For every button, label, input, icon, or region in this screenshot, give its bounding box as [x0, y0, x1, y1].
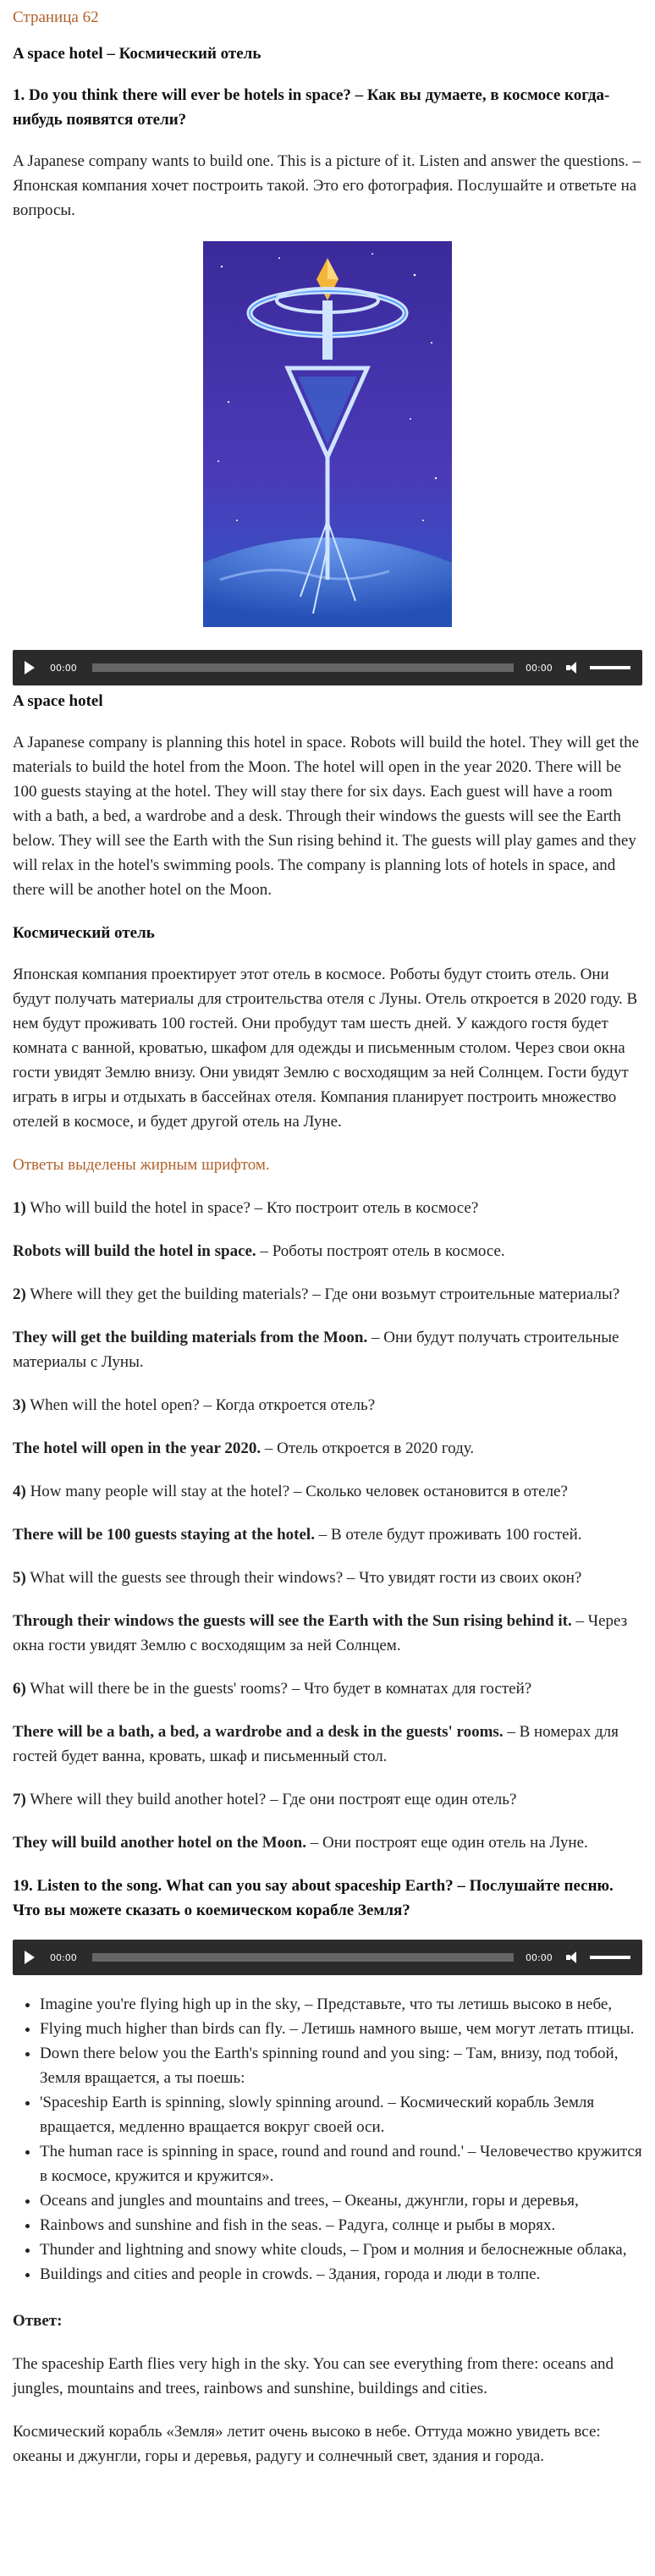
- list-item: • Thunder and lightning and snowy white clouds, – Гром и молния и белоснежные облака,: [40, 2237, 642, 2262]
- volume-slider[interactable]: [590, 1956, 630, 1959]
- duration: 00:00: [526, 662, 553, 674]
- list-item: • The human race is spinning in space, round and round and round.' – Человечество кружится в космосе, кружится и кружится».: [40, 2139, 642, 2188]
- answer-3: The hotel will open in the year 2020. – Отель откроется в 2020 году.: [13, 1439, 475, 1457]
- answer-ru: Космический корабль «Земля» летит очень высоко в небе. Оттуда можно увидеть все: океаны и джунгли, горы и деревья, радугу и солнечный свет, здания и города.: [13, 2423, 601, 2465]
- play-icon[interactable]: [25, 661, 35, 674]
- page-number: Страница 62: [13, 8, 99, 26]
- answer-label: Ответ:: [13, 2312, 63, 2330]
- qa-list: [13, 1196, 642, 1855]
- question-3: 3) When will the hotel open? – Когда откроется отель?: [13, 1396, 376, 1414]
- answer-5: Through their windows the guests will see the Earth with the Sun rising behind it. – Через окна гости увидят Землю с восходящим за ней Солнцем.: [13, 1612, 628, 1654]
- answer-6: There will be a bath, a bed, a wardrobe and a desk in the guests' rooms. – В номерах для гостей будет ванна, кровать, шкаф и письменный стол.: [13, 1723, 619, 1765]
- lesson-heading: A space hotel – Космический отель: [13, 45, 261, 63]
- list-item: • Down there below you the Earth's spinning round and you sing: – Там, внизу, под тобой, Земля вращается, а ты поешь:: [40, 2041, 642, 2090]
- space-hotel-image: [203, 241, 452, 627]
- audio-player-1: [13, 650, 642, 685]
- question-7: 7) Where will they build another hotel? – Где они построят еще один отель?: [13, 1791, 517, 1808]
- volume-slider[interactable]: [590, 666, 630, 669]
- question-6: 6) What will there be in the guests' rooms? – Что будет в комнатах для гостей?: [13, 1680, 532, 1698]
- task-1-intro: A Japanese company wants to build one. This is a picture of it. Listen and answer the questions. – Японская компания хочет построить такой. Это его фотография. Послушайте и ответьте на вопросы.: [13, 152, 641, 219]
- text-en-title: A space hotel: [13, 692, 103, 710]
- play-icon[interactable]: [25, 1951, 35, 1964]
- song-lyrics-list: [13, 1992, 642, 2287]
- list-item: • Flying much higher than birds can fly. – Летишь намного выше, чем могут летать птицы.: [40, 2017, 642, 2041]
- audio-player-2: [13, 1940, 642, 1975]
- volume-icon[interactable]: [566, 662, 581, 674]
- volume-icon[interactable]: [566, 1951, 581, 1963]
- list-item: • 'Spaceship Earth is spinning, slowly spinning around. – Космический корабль Земля вращается, медленно вращается вокруг своей оси.: [40, 2090, 642, 2139]
- current-time: 00:00: [50, 1951, 77, 1963]
- answer-7: They will build another hotel on the Moon. – Они построят еще один отель на Луне.: [13, 1834, 588, 1852]
- task-1-title: 1. Do you think there will ever be hotels in space? – Как вы думаете, в космосе когда-нибудь появятся отели?: [13, 86, 610, 129]
- list-item: • Imagine you're flying high up in the sky, – Представьте, что ты летишь высоко в небе,: [40, 1992, 642, 2017]
- question-2: 2) Where will they get the building materials? – Где они возьмут строительные материалы?: [13, 1285, 620, 1303]
- answer-2: They will get the building materials from the Moon. – Они будут получать строительные материалы с Луны.: [13, 1329, 619, 1371]
- question-4: 4) How many people will stay at the hotel? – Сколько человек остановится в отеле?: [13, 1483, 568, 1500]
- answers-note: Ответы выделены жирным шрифтом.: [13, 1156, 270, 1174]
- answer-4: There will be 100 guests staying at the hotel. – В отеле будут проживать 100 гостей.: [13, 1526, 582, 1544]
- list-item: • Rainbows and sunshine and fish in the seas. – Радуга, солнце и рыбы в морях.: [40, 2213, 642, 2237]
- answer-1: Robots will build the hotel in space. – Роботы построят отель в космосе.: [13, 1242, 505, 1260]
- current-time: 00:00: [50, 662, 77, 674]
- seek-bar[interactable]: [92, 1953, 514, 1962]
- task-19-title: 19. Listen to the song. What can you say about spaceship Earth? – Послушайте песню. Что вы можете сказать о коемическом корабле Земля?: [13, 1877, 614, 1919]
- space-hotel-image-box: [13, 241, 642, 635]
- question-1: 1) Who will build the hotel in space? – Кто построит отель в космосе?: [13, 1199, 479, 1217]
- question-5: 5) What will the guests see through their windows? – Что увидят гости из своих окон?: [13, 1569, 582, 1587]
- text-ru-title: Космический отель: [13, 924, 155, 942]
- answer-en: The spaceship Earth flies very high in the sky. You can see everything from there: oceans and jungles, mountains and trees, rainbows and sunshine, buildings and cities.: [13, 2355, 614, 2397]
- seek-bar[interactable]: [92, 663, 514, 672]
- text-en-body: A Japanese company is planning this hotel in space. Robots will build the hotel. They will get the materials to build the hotel from the Moon. The hotel will open in the year 2020. There will be 100 guests staying at the hotel. They will stay there for six days. Each guest will have a room with a bath, a bed, a wardrobe and a desk. Through their windows the guests will see the Earth below. They will see the Earth with the Sun rising behind it. The guests will play games and they will relax in the hotel's swimming pools. The company is planning lots of hotels in space, and there will be another hotel on the Moon.: [13, 734, 640, 899]
- duration: 00:00: [526, 1951, 553, 1963]
- list-item: • Oceans and jungles and mountains and trees, – Океаны, джунгли, горы и деревья,: [40, 2188, 642, 2213]
- list-item: • Buildings and cities and people in crowds. – Здания, города и люди в толпе.: [40, 2262, 642, 2287]
- text-ru-body: Японская компания проектирует этот отель в космосе. Роботы будут стоить отель. Они будут получать материалы для строительства отеля с Луны. Отель откроется в 2020 году. В нем будут проживать 100 гостей. Они пробудут там шесть дней. У каждого гостя будет комната с ванной, кроватью, шкафом для одежды и письменным столом. Через свои окна гости увидят Землю внизу. Они увидят Землю с восходящим за ней Солнцем. Гости будут играть в игры и отдыхать в бассейнах отеля. Компания планирует построить множество отелей в космосе, и будет другой отель на Луне.: [13, 966, 638, 1131]
